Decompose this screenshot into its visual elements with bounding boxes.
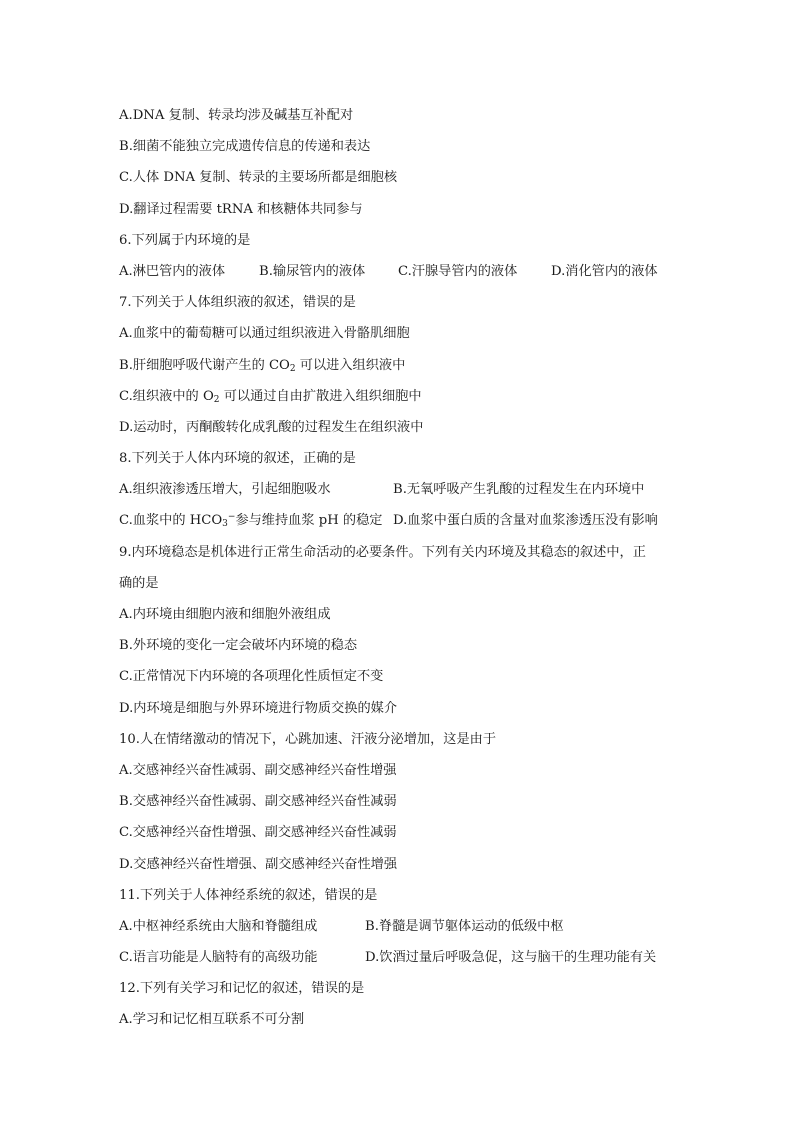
- q7-b-text-end: 可以进入组织液中: [295, 357, 406, 373]
- q12-stem: 12.下列有关学习和记忆的叙述，错误的是: [119, 981, 365, 997]
- q6-options: [119, 256, 679, 287]
- q7-c-text: C.组织液中的 O: [119, 388, 214, 404]
- q5-option-b: B.细菌不能独立完成遗传信息的传递和表达: [119, 139, 371, 155]
- q7-option-a: A.血浆中的葡萄糖可以通过组织液进入骨骼肌细胞: [119, 326, 410, 342]
- q10-option-c: C.交感神经兴奋性增强、副交感神经兴奋性减弱: [119, 825, 397, 841]
- q5-option-a: A.DNA 复制、转录均涉及碱基互补配对: [119, 108, 354, 123]
- q8-options-cd: [119, 505, 679, 536]
- q7-c-subscript: 2: [213, 394, 220, 405]
- q7-option-c: [119, 381, 679, 412]
- q9-option-a: A.内环境由细胞内液和细胞外液组成: [119, 607, 331, 622]
- q11-option-a: A.中枢神经系统由大脑和脊髓组成: [119, 918, 318, 934]
- q8-option-d: D.血浆中蛋白质的含量对血浆渗透压没有影响: [393, 513, 658, 529]
- q9-stem-line1: 9.内环境稳态是机体进行正常生命活动的必要条件。下列有关内环境及其稳态的叙述中，正: [119, 544, 646, 560]
- q8-c-superscript: −: [227, 512, 236, 523]
- q7-b-text: B.肝细胞呼吸代谢产生的 CO: [119, 357, 290, 373]
- q8-c-subscript: 3: [222, 519, 228, 530]
- q11-options-ab: [119, 911, 679, 942]
- q6-stem: 6.下列属于内环境的是: [119, 232, 251, 248]
- q11-options-cd: [119, 942, 679, 973]
- q7-b-subscript: 2: [289, 363, 296, 374]
- q8-options-ab: [119, 474, 679, 505]
- q8-option-c: [119, 505, 393, 536]
- q5-option-d: D.翻译过程需要 tRNA 和核糖体共同参与: [119, 201, 363, 217]
- q10-option-b: B.交感神经兴奋性减弱、副交感神经兴奋性减弱: [119, 794, 397, 810]
- q9-option-c: C.正常情况下内环境的各项理化性质恒定不变: [119, 669, 384, 685]
- q6-option-b: B.输尿管内的液体: [259, 263, 366, 279]
- q5-option-c: C.人体 DNA 复制、转录的主要场所都是细胞核: [119, 170, 398, 186]
- q8-c-text-end: 参与维持血浆 pH 的稳定: [235, 513, 383, 529]
- q10-option-a: A.交感神经兴奋性减弱、副交感神经兴奋性增强: [119, 762, 397, 778]
- q12-option-a: A.学习和记忆相互联系不可分割: [119, 1012, 305, 1028]
- q9-option-b: B.外环境的变化一定会破坏内环境的稳态: [119, 638, 358, 654]
- q9-stem-line2: 确的是: [119, 575, 159, 591]
- q7-stem: 7.下列关于人体组织液的叙述，错误的是: [119, 295, 356, 311]
- q8-stem: 8.下列关于人体内环境的叙述，正确的是: [119, 451, 356, 467]
- q7-option-d: D.运动时，丙酮酸转化成乳酸的过程发生在组织液中: [119, 419, 424, 435]
- q10-stem: 10.人在情绪激动的情况下，心跳加速、汗液分泌增加，这是由于: [119, 731, 497, 747]
- q7-option-b: [119, 350, 679, 381]
- q11-stem: 11.下列关于人体神经系统的叙述，错误的是: [119, 887, 378, 903]
- q11-option-d: D.饮酒过量后呼吸急促，这与脑干的生理功能有关: [365, 950, 657, 966]
- q9-option-d: D.内环境是细胞与外界环境进行物质交换的媒介: [119, 700, 398, 716]
- q6-option-c: C.汗腺导管内的液体: [398, 263, 518, 279]
- q6-option-d: D.消化管内的液体: [551, 263, 658, 279]
- exam-page: [119, 100, 679, 1036]
- q11-option-b: B.脊髓是调节躯体运动的低级中枢: [365, 918, 564, 934]
- q8-option-a: A.组织液渗透压增大，引起细胞吸水: [119, 482, 331, 498]
- q11-option-c: C.语言功能是人脑特有的高级功能: [119, 950, 318, 966]
- q8-option-b: B.无氧呼吸产生乳酸的过程发生在内环境中: [393, 482, 645, 498]
- q8-c-text: C.血浆中的 HCO: [119, 513, 223, 529]
- q6-option-a: A.淋巴管内的液体: [119, 263, 226, 279]
- q10-option-d: D.交感神经兴奋性增强、副交感神经兴奋性增强: [119, 856, 398, 872]
- q7-c-text-end: 可以通过自由扩散进入组织细胞中: [219, 388, 422, 404]
